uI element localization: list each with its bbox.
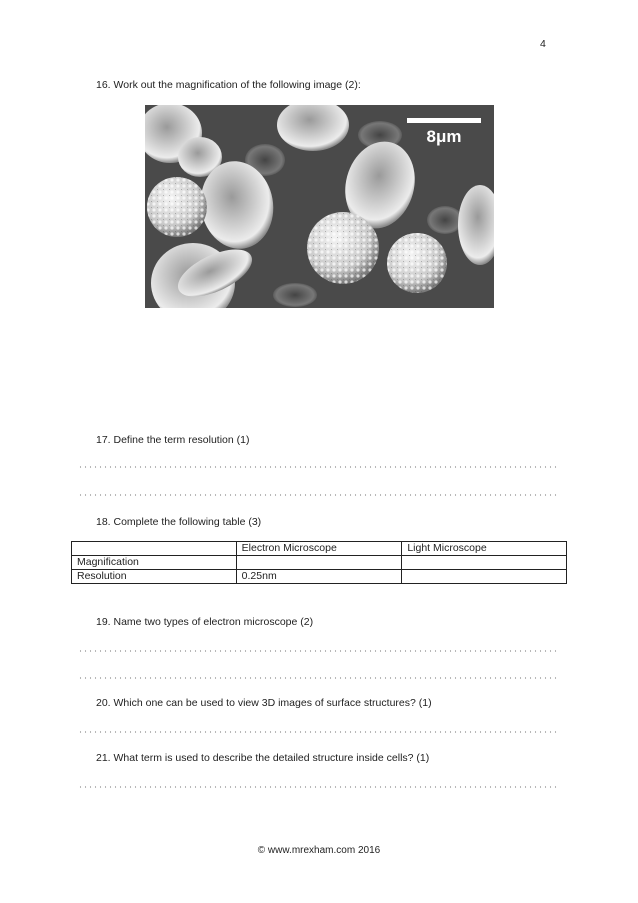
question-20: 20. Which one can be used to view 3D images of surface structures? (1) [96, 697, 432, 709]
table-cell[interactable] [402, 556, 567, 570]
row-label: Resolution [72, 570, 237, 584]
table-header-cell: Electron Microscope [236, 542, 402, 556]
question-21: 21. What term is used to describe the detailed structure inside cells? (1) [96, 752, 430, 764]
scale-bar [407, 118, 481, 123]
blood-cells-micrograph [145, 105, 494, 308]
page-number: 4 [540, 38, 546, 50]
copyright-footer: © www.mrexham.com 2016 [257, 845, 381, 856]
answer-line[interactable] [78, 494, 560, 496]
scale-label: 8μm [426, 127, 462, 146]
question-17: 17. Define the term resolution (1) [96, 434, 250, 446]
answer-line[interactable] [78, 466, 560, 468]
table-row [72, 556, 567, 570]
table-row [72, 570, 567, 584]
table-header-cell: Light Microscope [402, 542, 567, 556]
table-cell: 0.25nm [236, 570, 402, 584]
row-label: Magnification [72, 556, 237, 570]
microscope-comparison-table [71, 541, 567, 584]
answer-line[interactable] [78, 650, 560, 652]
table-cell[interactable] [402, 570, 567, 584]
question-19: 19. Name two types of electron microscope (2) [96, 616, 314, 628]
table-header-cell [72, 542, 237, 556]
table-header-row [72, 542, 567, 556]
answer-line[interactable] [78, 786, 560, 788]
micrograph-illustration [145, 105, 494, 308]
table-cell[interactable] [236, 556, 402, 570]
answer-line[interactable] [78, 677, 560, 679]
question-18: 18. Complete the following table (3) [96, 516, 262, 528]
question-16: 16. Work out the magnification of the following image (2): [96, 79, 361, 91]
answer-line[interactable] [78, 731, 560, 733]
